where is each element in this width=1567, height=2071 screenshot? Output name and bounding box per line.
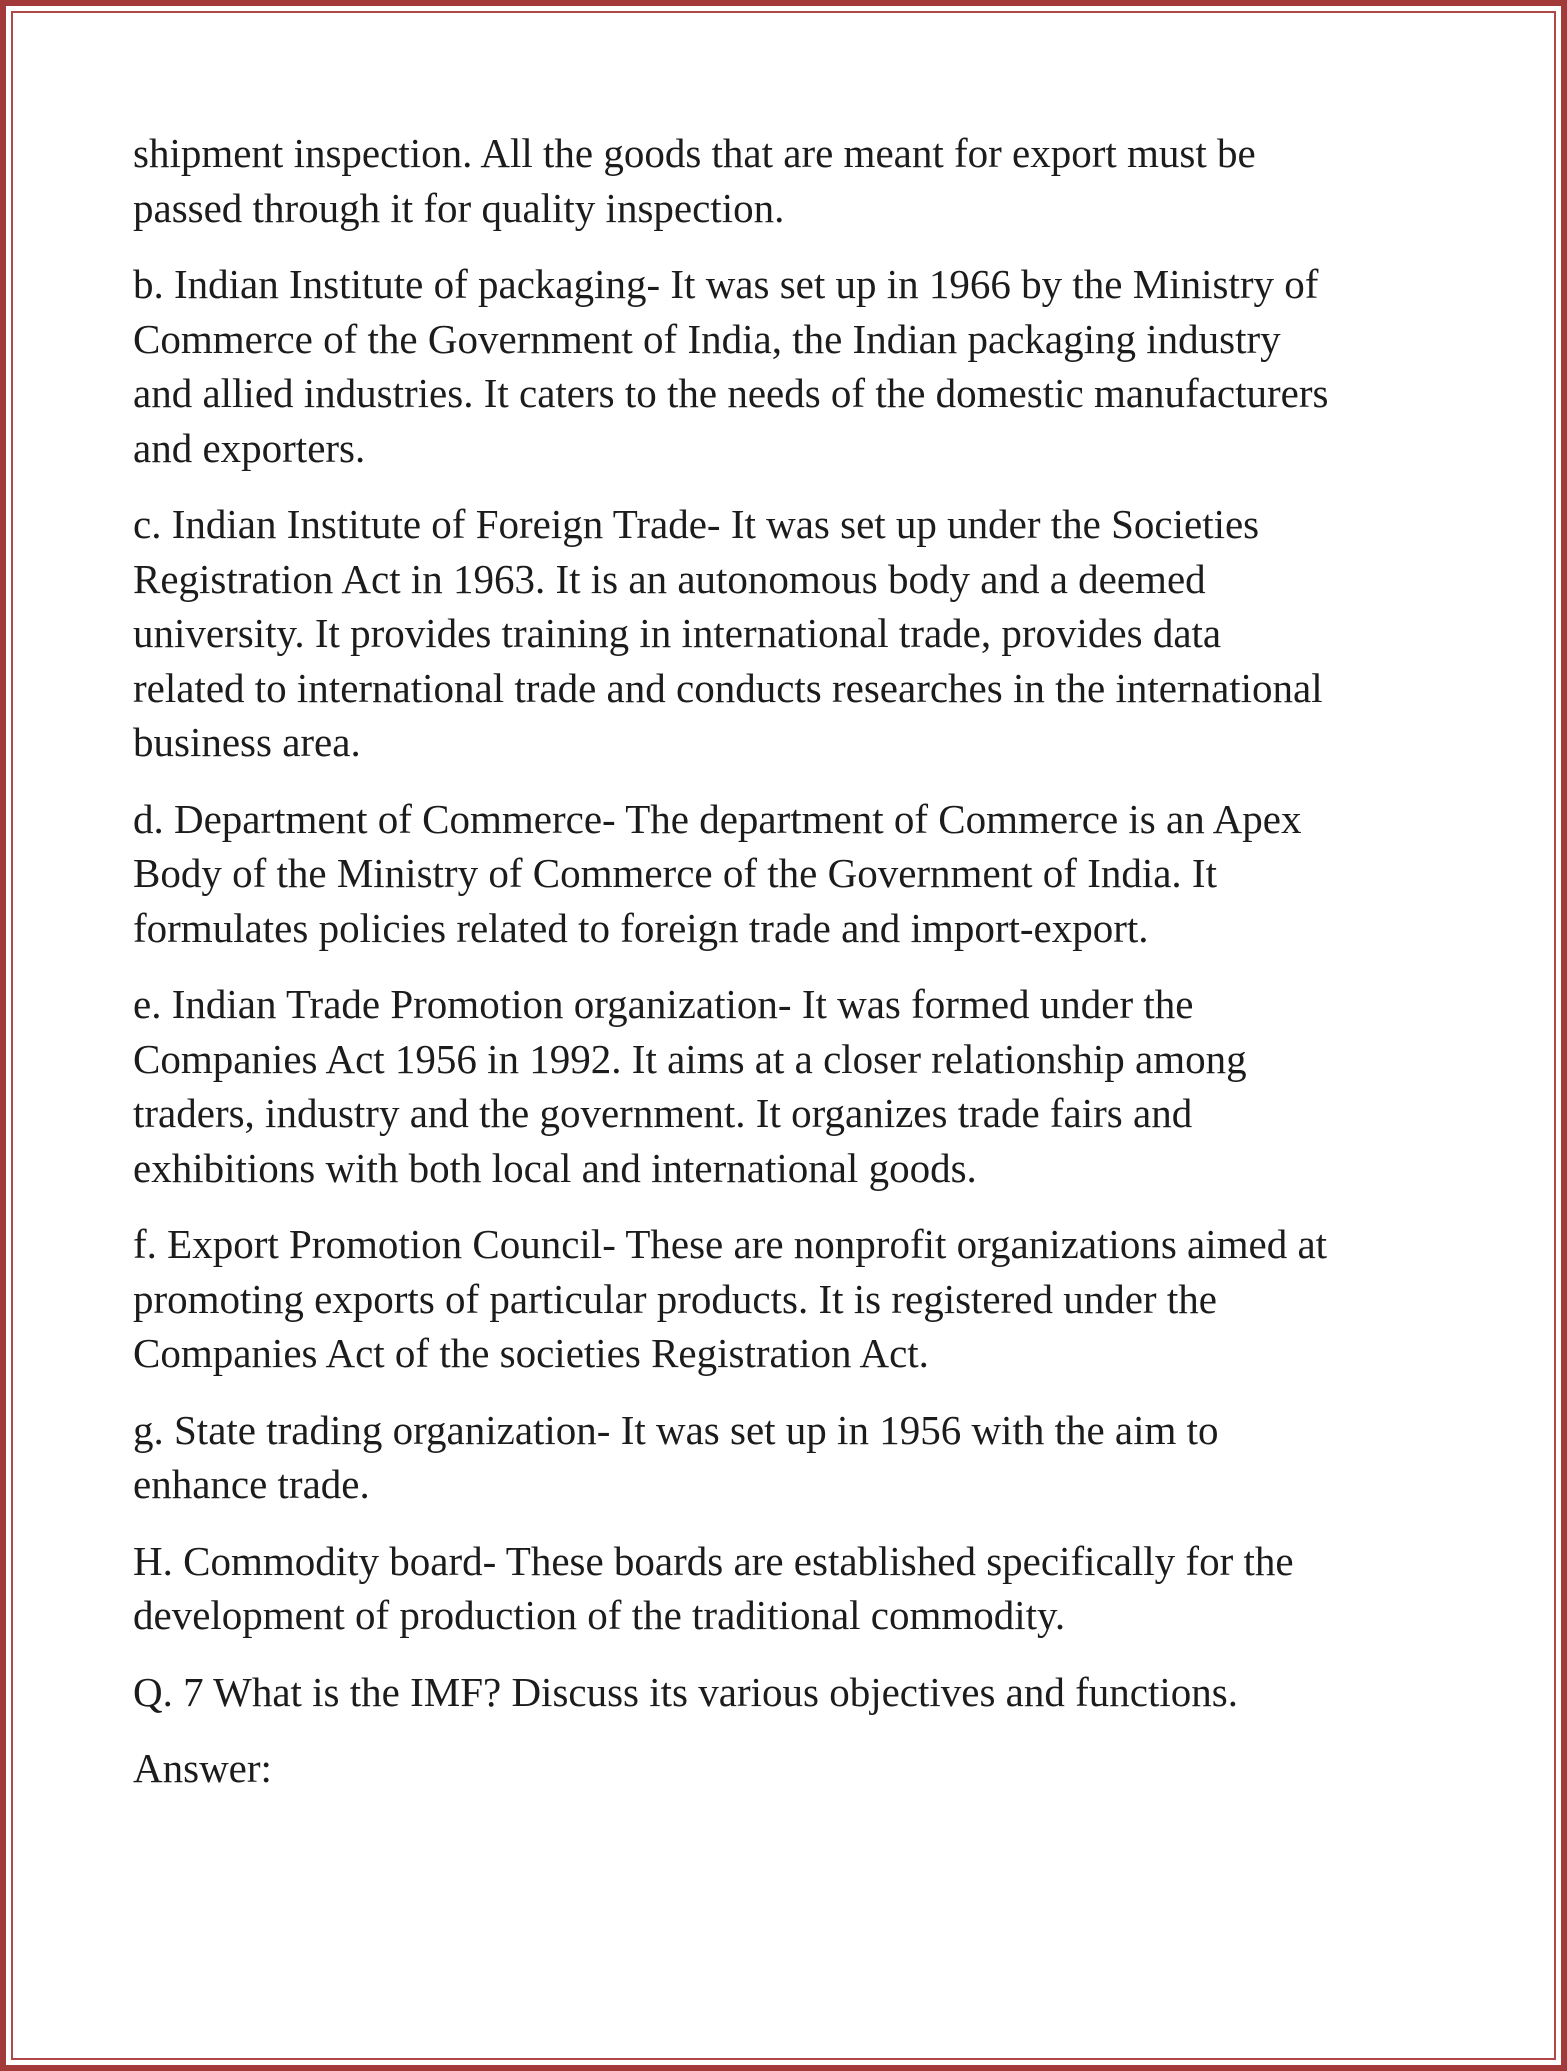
paragraph-export-promotion-council: f. Export Promotion Council- These are nonprofit organizations aimed at promoting exports of particular products. It is registered under the Companies Act of the societies Registration Act.: [133, 1221, 1328, 1376]
paragraph-commodity-board: H. Commodity board- These boards are established specifically for the development of production of the traditional commodity.: [133, 1537, 1294, 1638]
paragraph-department-of-commerce: d. Department of Commerce- The department of Commerce is an Apex Body of the Ministry of Commerce of the Government of India. It formulates policies related to foreign trade and import-export.: [133, 795, 1302, 951]
paragraph-shipment-inspection: shipment inspection. All the goods that are meant for export must be passed through it for quality inspection.: [133, 130, 1256, 231]
answer-label: Answer:: [133, 1745, 272, 1791]
document-body: [133, 126, 1463, 1818]
paragraph-indian-institute-of-foreign-trade: c. Indian Institute of Foreign Trade- It was set up under the Societies Registration Act in 1963. It is an autonomous body and a deemed university. It provides training in international trade, provides data related to international trade and conducts researches in the international business area.: [133, 501, 1323, 765]
question-heading: Q. 7 What is the IMF? Discuss its various objectives and functions.: [133, 1668, 1238, 1715]
paragraph-indian-institute-of-packaging: b. Indian Institute of packaging- It was set up in 1966 by the Ministry of Commerce of the Government of India, the Indian packaging industry and allied industries. It caters to the needs of the domestic manufacturers and exporters.: [133, 261, 1329, 471]
paragraph-state-trading-organization: g. State trading organization- It was set up in 1956 with the aim to enhance trade.: [133, 1406, 1219, 1507]
paragraph-indian-trade-promotion-organization: e. Indian Trade Promotion organization- It was formed under the Companies Act 1956 in 1992. It aims at a closer relationship among traders, industry and the government. It organizes trade fairs and exhibitions with both local and international goods.: [133, 981, 1247, 1191]
